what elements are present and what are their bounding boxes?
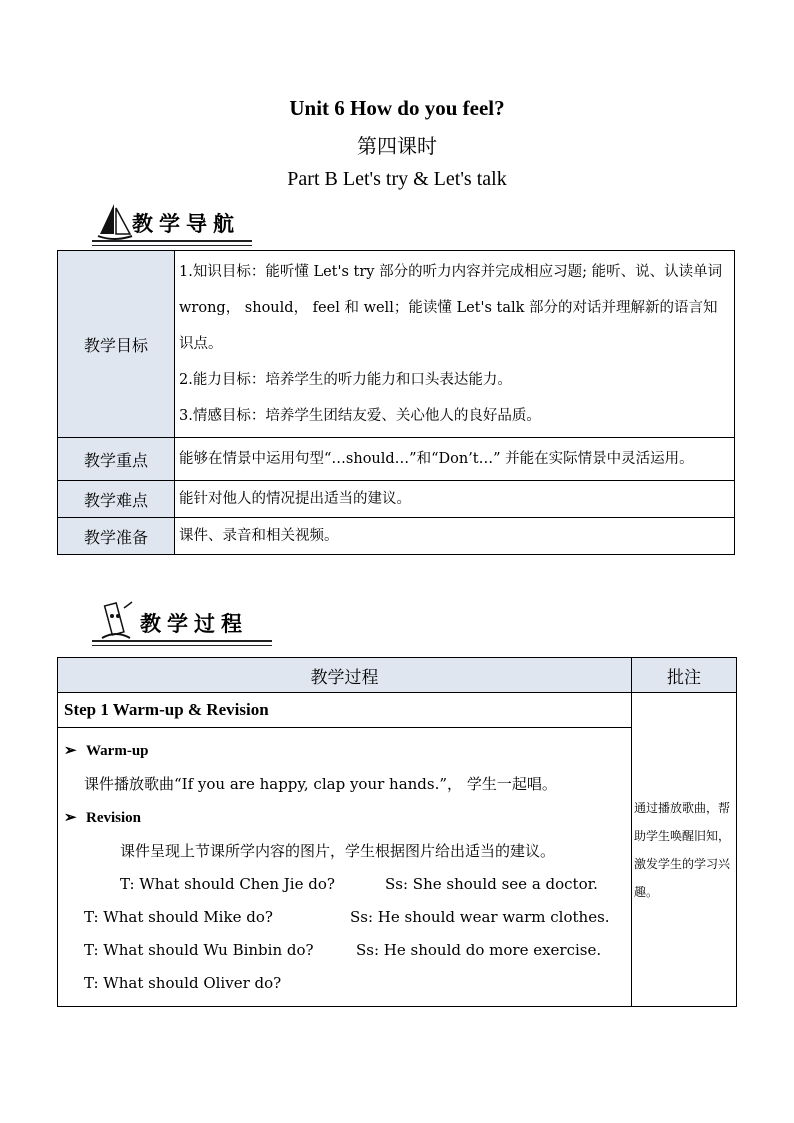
row-content: [175, 481, 735, 518]
warmup-text: 课件播放歌曲“If you are happy, clap your hands.”， 学生一起唱。: [84, 775, 557, 793]
teaching-process-table: [57, 657, 737, 1007]
teaching-nav-table: [57, 250, 735, 555]
table-row: [58, 518, 735, 555]
key-point-text: 能够在情景中运用句型“…should…”和“Don’t…” 并能在实际情景中灵活运用。: [179, 451, 694, 467]
pencil-icon: [96, 598, 136, 644]
lesson-label: 第四课时: [357, 134, 437, 158]
teacher-line: T: What should Chen Jie do?: [120, 875, 335, 893]
preparation-text: 课件、录音和相关视频。: [179, 528, 339, 544]
step-title: Step 1 Warm-up & Revision: [58, 693, 632, 728]
table-header-row: [58, 658, 737, 693]
sailboat-icon: [96, 200, 136, 242]
objective-ability: 2.能力目标：培养学生的听力能力和口头表达能力。: [179, 372, 512, 388]
part-label: Part B Let's try & Let's talk: [287, 168, 507, 190]
row-label: 教学目标: [58, 251, 175, 438]
objective-emotion: 3.情感目标：培养学生团结友爱、关心他人的良好品质。: [179, 408, 541, 424]
row-label: 教学重点: [58, 438, 175, 481]
revision-heading: Revision: [86, 810, 142, 826]
table-row: [58, 251, 735, 438]
teaching-nav-banner: [92, 200, 252, 246]
row-content: [175, 438, 735, 481]
row-content: [175, 518, 735, 555]
dialogue-line: [64, 868, 625, 901]
table-row: [58, 481, 735, 518]
notes-cell: 通过播放歌曲，帮助学生唤醒旧知，激发学生的学习兴趣。: [632, 693, 737, 1007]
warmup-heading: Warm-up: [86, 743, 149, 759]
table-row: [58, 693, 737, 728]
bullet-arrow-icon: ➢: [64, 741, 77, 759]
dialogue-line: [64, 967, 625, 1000]
row-content: [175, 251, 735, 438]
teacher-line: T: What should Mike do?: [84, 908, 273, 926]
student-line: Ss: He should wear warm clothes.: [350, 908, 610, 926]
teacher-line: T: What should Oliver do?: [84, 974, 282, 992]
bullet-arrow-icon: ➢: [64, 808, 77, 826]
banner-label: 教学导航: [132, 212, 240, 236]
row-label: 教学准备: [58, 518, 175, 555]
col-header-process: 教学过程: [58, 658, 632, 693]
dialogue-line: [64, 901, 625, 934]
step-body: [58, 728, 632, 1007]
teacher-line: T: What should Wu Binbin do?: [84, 941, 314, 959]
student-line: Ss: She should see a doctor.: [385, 875, 598, 893]
row-label: 教学难点: [58, 481, 175, 518]
objective-knowledge: 1.知识目标：能听懂 Let's try 部分的听力内容并完成相应习题; 能听、说、认读单词 wrong， should， feel 和 well；能读懂 Let's talk 部分的对话并理解新的语言知识点。: [179, 264, 723, 352]
banner-label: 教学过程: [140, 612, 248, 636]
revision-text: 课件呈现上节课所学内容的图片，学生根据图片给出适当的建议。: [120, 842, 556, 860]
col-header-notes: 批注: [632, 658, 737, 693]
page-title: Unit 6 How do you feel?: [289, 96, 505, 120]
dialogue-line: [64, 934, 625, 967]
student-line: Ss: He should do more exercise.: [356, 941, 602, 959]
table-row: [58, 438, 735, 481]
difficulty-text: 能针对他人的情况提出适当的建议。: [179, 491, 411, 507]
teaching-process-banner: [92, 600, 272, 646]
